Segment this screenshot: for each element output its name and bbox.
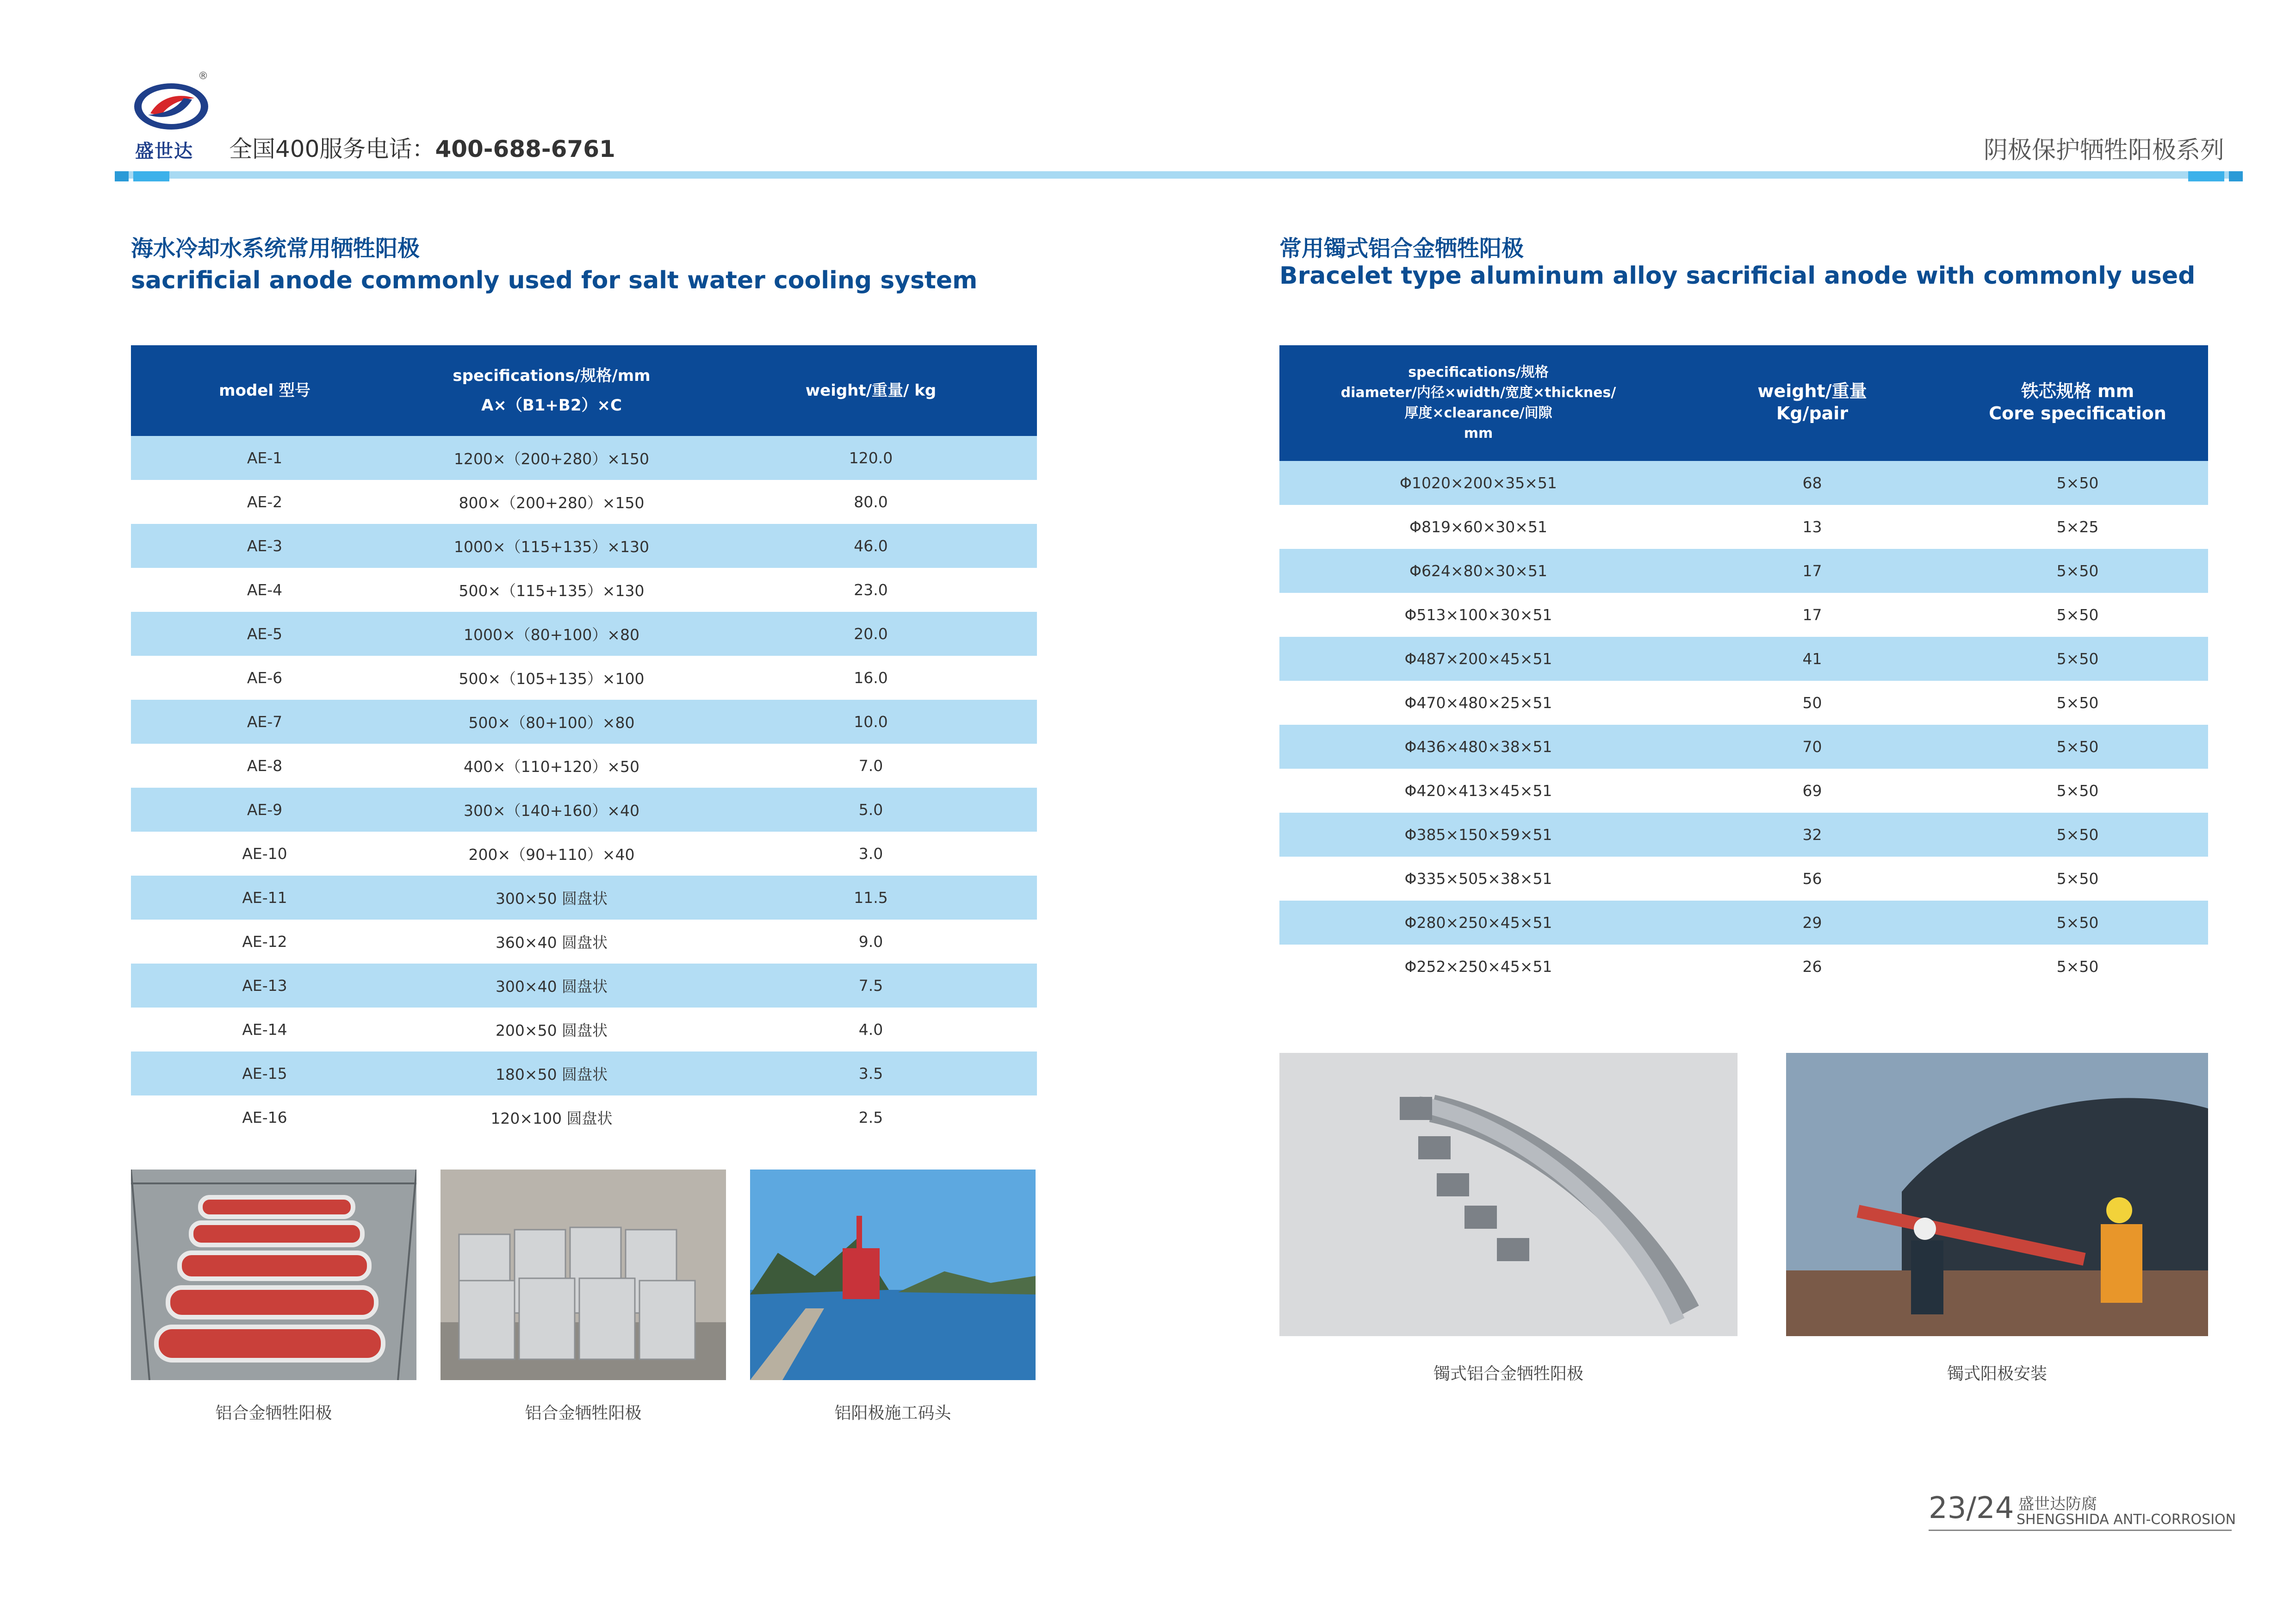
cell-weight: 17 <box>1677 593 1947 637</box>
cell-weight: 69 <box>1677 769 1947 813</box>
photo-caption: 铝合金牺牲阳极 <box>525 1404 642 1423</box>
cell-weight: 56 <box>1677 857 1947 901</box>
cell-weight: 80.0 <box>705 480 1037 524</box>
cell-weight: 29 <box>1677 901 1947 945</box>
spec-header-line: diameter/内径×width/宽度×thicknes/ <box>1340 385 1616 401</box>
weight-header-unit: Kg/pair <box>1776 403 1849 423</box>
registered-mark: ® <box>198 70 208 82</box>
cell-specification: 300×50 圆盘状 <box>398 876 705 920</box>
footer-rule <box>1929 1530 2232 1531</box>
cell-specification: 120×100 圆盘状 <box>398 1095 705 1139</box>
col-header-weight: weight/重量/ kg <box>705 345 1037 436</box>
page-numbers: 23/24 <box>1929 1491 2014 1525</box>
table-row <box>131 1052 1037 1095</box>
cell-specification: Φ385×150×59×51 <box>1279 813 1677 857</box>
table-row <box>1279 857 2208 901</box>
cell-weight: 9.0 <box>705 920 1037 964</box>
weight-header-line: weight/重量 <box>1757 381 1867 401</box>
cell-specification: Φ470×480×25×51 <box>1279 681 1677 725</box>
cell-core-spec: 5×50 <box>1947 857 2208 901</box>
cell-core-spec: 5×50 <box>1947 813 2208 857</box>
right-title-cn: 常用镯式铝合金牺牲阳极 <box>1279 236 1524 261</box>
spec-header-unit: mm <box>1464 425 1493 442</box>
photo-caption: 镯式阳极安装 <box>1947 1364 2047 1383</box>
cell-specification: 1000×（115+135）×130 <box>398 524 705 568</box>
col-header-core <box>1947 345 2208 461</box>
cell-weight: 26 <box>1677 945 1947 989</box>
cell-specification: Φ513×100×30×51 <box>1279 593 1677 637</box>
table-row <box>131 744 1037 788</box>
cell-specification: Φ819×60×30×51 <box>1279 505 1677 549</box>
cell-specification: Φ1020×200×35×51 <box>1279 461 1677 505</box>
table-row <box>1279 461 2208 505</box>
cell-model: AE-10 <box>131 832 398 876</box>
left-title-en: sacrificial anode commonly used for salt water cooling system <box>131 267 978 294</box>
col-header-model: model 型号 <box>131 345 398 436</box>
cell-specification: 200×50 圆盘状 <box>398 1008 705 1052</box>
cell-weight: 68 <box>1677 461 1947 505</box>
header-rule-accent <box>2229 171 2243 181</box>
table-row <box>1279 725 2208 769</box>
cell-model: AE-7 <box>131 700 398 744</box>
cell-model: AE-16 <box>131 1095 398 1139</box>
header-rule-accent <box>2188 171 2224 181</box>
photo-caption: 铝合金牺牲阳极 <box>215 1404 332 1423</box>
table-row <box>131 964 1037 1008</box>
table-row <box>131 568 1037 612</box>
cooling-system-anode-table <box>131 345 1037 1139</box>
cell-core-spec: 5×50 <box>1947 769 2208 813</box>
spec-header-line: specifications/规格/mm <box>453 367 651 385</box>
table-row <box>1279 945 2208 989</box>
cell-model: AE-1 <box>131 436 398 480</box>
photo-bracelet-anode <box>1279 1053 1738 1336</box>
cell-specification: Φ420×413×45×51 <box>1279 769 1677 813</box>
table-row <box>131 524 1037 568</box>
cell-weight: 3.5 <box>705 1052 1037 1095</box>
cell-weight: 23.0 <box>705 568 1037 612</box>
cell-core-spec: 5×50 <box>1947 945 2208 989</box>
table-row <box>131 480 1037 524</box>
cell-specification: Φ487×200×45×51 <box>1279 637 1677 681</box>
cell-model: AE-13 <box>131 964 398 1008</box>
cell-specification: 300×40 圆盘状 <box>398 964 705 1008</box>
cell-weight: 3.0 <box>705 832 1037 876</box>
brand-name: 盛世达 <box>135 141 193 162</box>
cell-model: AE-5 <box>131 612 398 656</box>
col-header-spec <box>398 345 705 436</box>
col-header-weight <box>1677 345 1947 461</box>
table-row <box>131 876 1037 920</box>
cell-core-spec: 5×50 <box>1947 681 2208 725</box>
cell-specification: Φ436×480×38×51 <box>1279 725 1677 769</box>
hotline-number: 400-688-6761 <box>435 136 615 162</box>
cell-model: AE-11 <box>131 876 398 920</box>
cell-weight: 13 <box>1677 505 1947 549</box>
cell-weight: 46.0 <box>705 524 1037 568</box>
photo-caption: 铝阳极施工码头 <box>834 1404 951 1423</box>
cell-model: AE-14 <box>131 1008 398 1052</box>
table-row <box>131 1008 1037 1052</box>
spec-header-formula: A×（B1+B2）×C <box>481 396 622 415</box>
cell-weight: 11.5 <box>705 876 1037 920</box>
header-rule <box>115 171 2231 179</box>
cell-weight: 4.0 <box>705 1008 1037 1052</box>
cell-specification: 1000×（80+100）×80 <box>398 612 705 656</box>
table-row <box>1279 593 2208 637</box>
bracelet-anode-table <box>1279 345 2208 989</box>
cell-model: AE-3 <box>131 524 398 568</box>
cell-core-spec: 5×50 <box>1947 725 2208 769</box>
cell-weight: 2.5 <box>705 1095 1037 1139</box>
photo-anode-blocks <box>441 1170 726 1380</box>
photo-construction-dock <box>750 1170 1036 1380</box>
table-row <box>1279 549 2208 593</box>
cell-weight: 41 <box>1677 637 1947 681</box>
core-header-line: 铁芯规格 mm <box>2021 381 2135 401</box>
cell-weight: 16.0 <box>705 656 1037 700</box>
cell-weight: 17 <box>1677 549 1947 593</box>
cell-specification: 800×（200+280）×150 <box>398 480 705 524</box>
cell-specification: 180×50 圆盘状 <box>398 1052 705 1095</box>
cell-specification: 500×（80+100）×80 <box>398 700 705 744</box>
table-row <box>131 436 1037 480</box>
spec-header-line: 厚度×clearance/间隙 <box>1404 405 1552 421</box>
cell-weight: 20.0 <box>705 612 1037 656</box>
cell-model: AE-8 <box>131 744 398 788</box>
table-row <box>131 612 1037 656</box>
spec-header-line: specifications/规格 <box>1408 364 1549 380</box>
footer-company-cn: 盛世达防腐 <box>2018 1495 2097 1513</box>
cell-model: AE-12 <box>131 920 398 964</box>
cell-weight: 32 <box>1677 813 1947 857</box>
photo-caption: 镯式铝合金牺牲阳极 <box>1433 1364 1583 1383</box>
cell-weight: 50 <box>1677 681 1947 725</box>
table-row <box>131 1095 1037 1139</box>
core-header-line: Core specification <box>1989 403 2166 423</box>
hotline-label: 全国400服务电话： <box>229 136 435 162</box>
table-row <box>1279 769 2208 813</box>
table-row <box>1279 505 2208 549</box>
table-row <box>1279 901 2208 945</box>
col-header-spec <box>1279 345 1677 461</box>
table-row <box>131 700 1037 744</box>
header-rule-accent <box>115 171 129 181</box>
table-header-row <box>1279 345 2208 461</box>
table-row <box>1279 637 2208 681</box>
cell-core-spec: 5×50 <box>1947 593 2208 637</box>
cell-specification: Φ252×250×45×51 <box>1279 945 1677 989</box>
cell-specification: 300×（140+160）×40 <box>398 788 705 832</box>
cell-weight: 120.0 <box>705 436 1037 480</box>
cell-specification: 1200×（200+280）×150 <box>398 436 705 480</box>
cell-model: AE-2 <box>131 480 398 524</box>
product-series-title: 阴极保护牺牲阳极系列 <box>1983 137 2224 164</box>
table-row <box>131 788 1037 832</box>
cell-specification: 200×（90+110）×40 <box>398 832 705 876</box>
cell-core-spec: 5×50 <box>1947 461 2208 505</box>
footer-company-en: SHENGSHIDA ANTI-CORROSION <box>2017 1512 2236 1528</box>
table-row <box>131 920 1037 964</box>
right-title-en: Bracelet type aluminum alloy sacrificial anode with commonly used <box>1279 262 2196 290</box>
cell-specification: 500×（115+135）×130 <box>398 568 705 612</box>
company-logo <box>132 79 211 134</box>
cell-specification: 500×（105+135）×100 <box>398 656 705 700</box>
cell-weight: 7.5 <box>705 964 1037 1008</box>
cell-core-spec: 5×50 <box>1947 637 2208 681</box>
table-header-row <box>131 345 1037 436</box>
left-title-cn: 海水冷却水系统常用牺牲阳极 <box>131 236 420 261</box>
service-hotline <box>229 131 615 164</box>
photo-bracelet-installation <box>1786 1053 2208 1336</box>
cell-specification: Φ280×250×45×51 <box>1279 901 1677 945</box>
cell-weight: 10.0 <box>705 700 1037 744</box>
cell-core-spec: 5×25 <box>1947 505 2208 549</box>
cell-specification: 400×（110+120）×50 <box>398 744 705 788</box>
cell-model: AE-9 <box>131 788 398 832</box>
cell-weight: 7.0 <box>705 744 1037 788</box>
table-row <box>1279 813 2208 857</box>
cell-model: AE-6 <box>131 656 398 700</box>
header-rule-accent <box>133 171 169 181</box>
table-row <box>131 656 1037 700</box>
cell-model: AE-15 <box>131 1052 398 1095</box>
cell-core-spec: 5×50 <box>1947 549 2208 593</box>
cell-weight: 5.0 <box>705 788 1037 832</box>
cell-model: AE-4 <box>131 568 398 612</box>
cell-weight: 70 <box>1677 725 1947 769</box>
table-row <box>131 832 1037 876</box>
cell-core-spec: 5×50 <box>1947 901 2208 945</box>
cell-specification: Φ335×505×38×51 <box>1279 857 1677 901</box>
cell-specification: Φ624×80×30×51 <box>1279 549 1677 593</box>
photo-anodes-in-cage <box>131 1170 416 1380</box>
cell-specification: 360×40 圆盘状 <box>398 920 705 964</box>
table-row <box>1279 681 2208 725</box>
